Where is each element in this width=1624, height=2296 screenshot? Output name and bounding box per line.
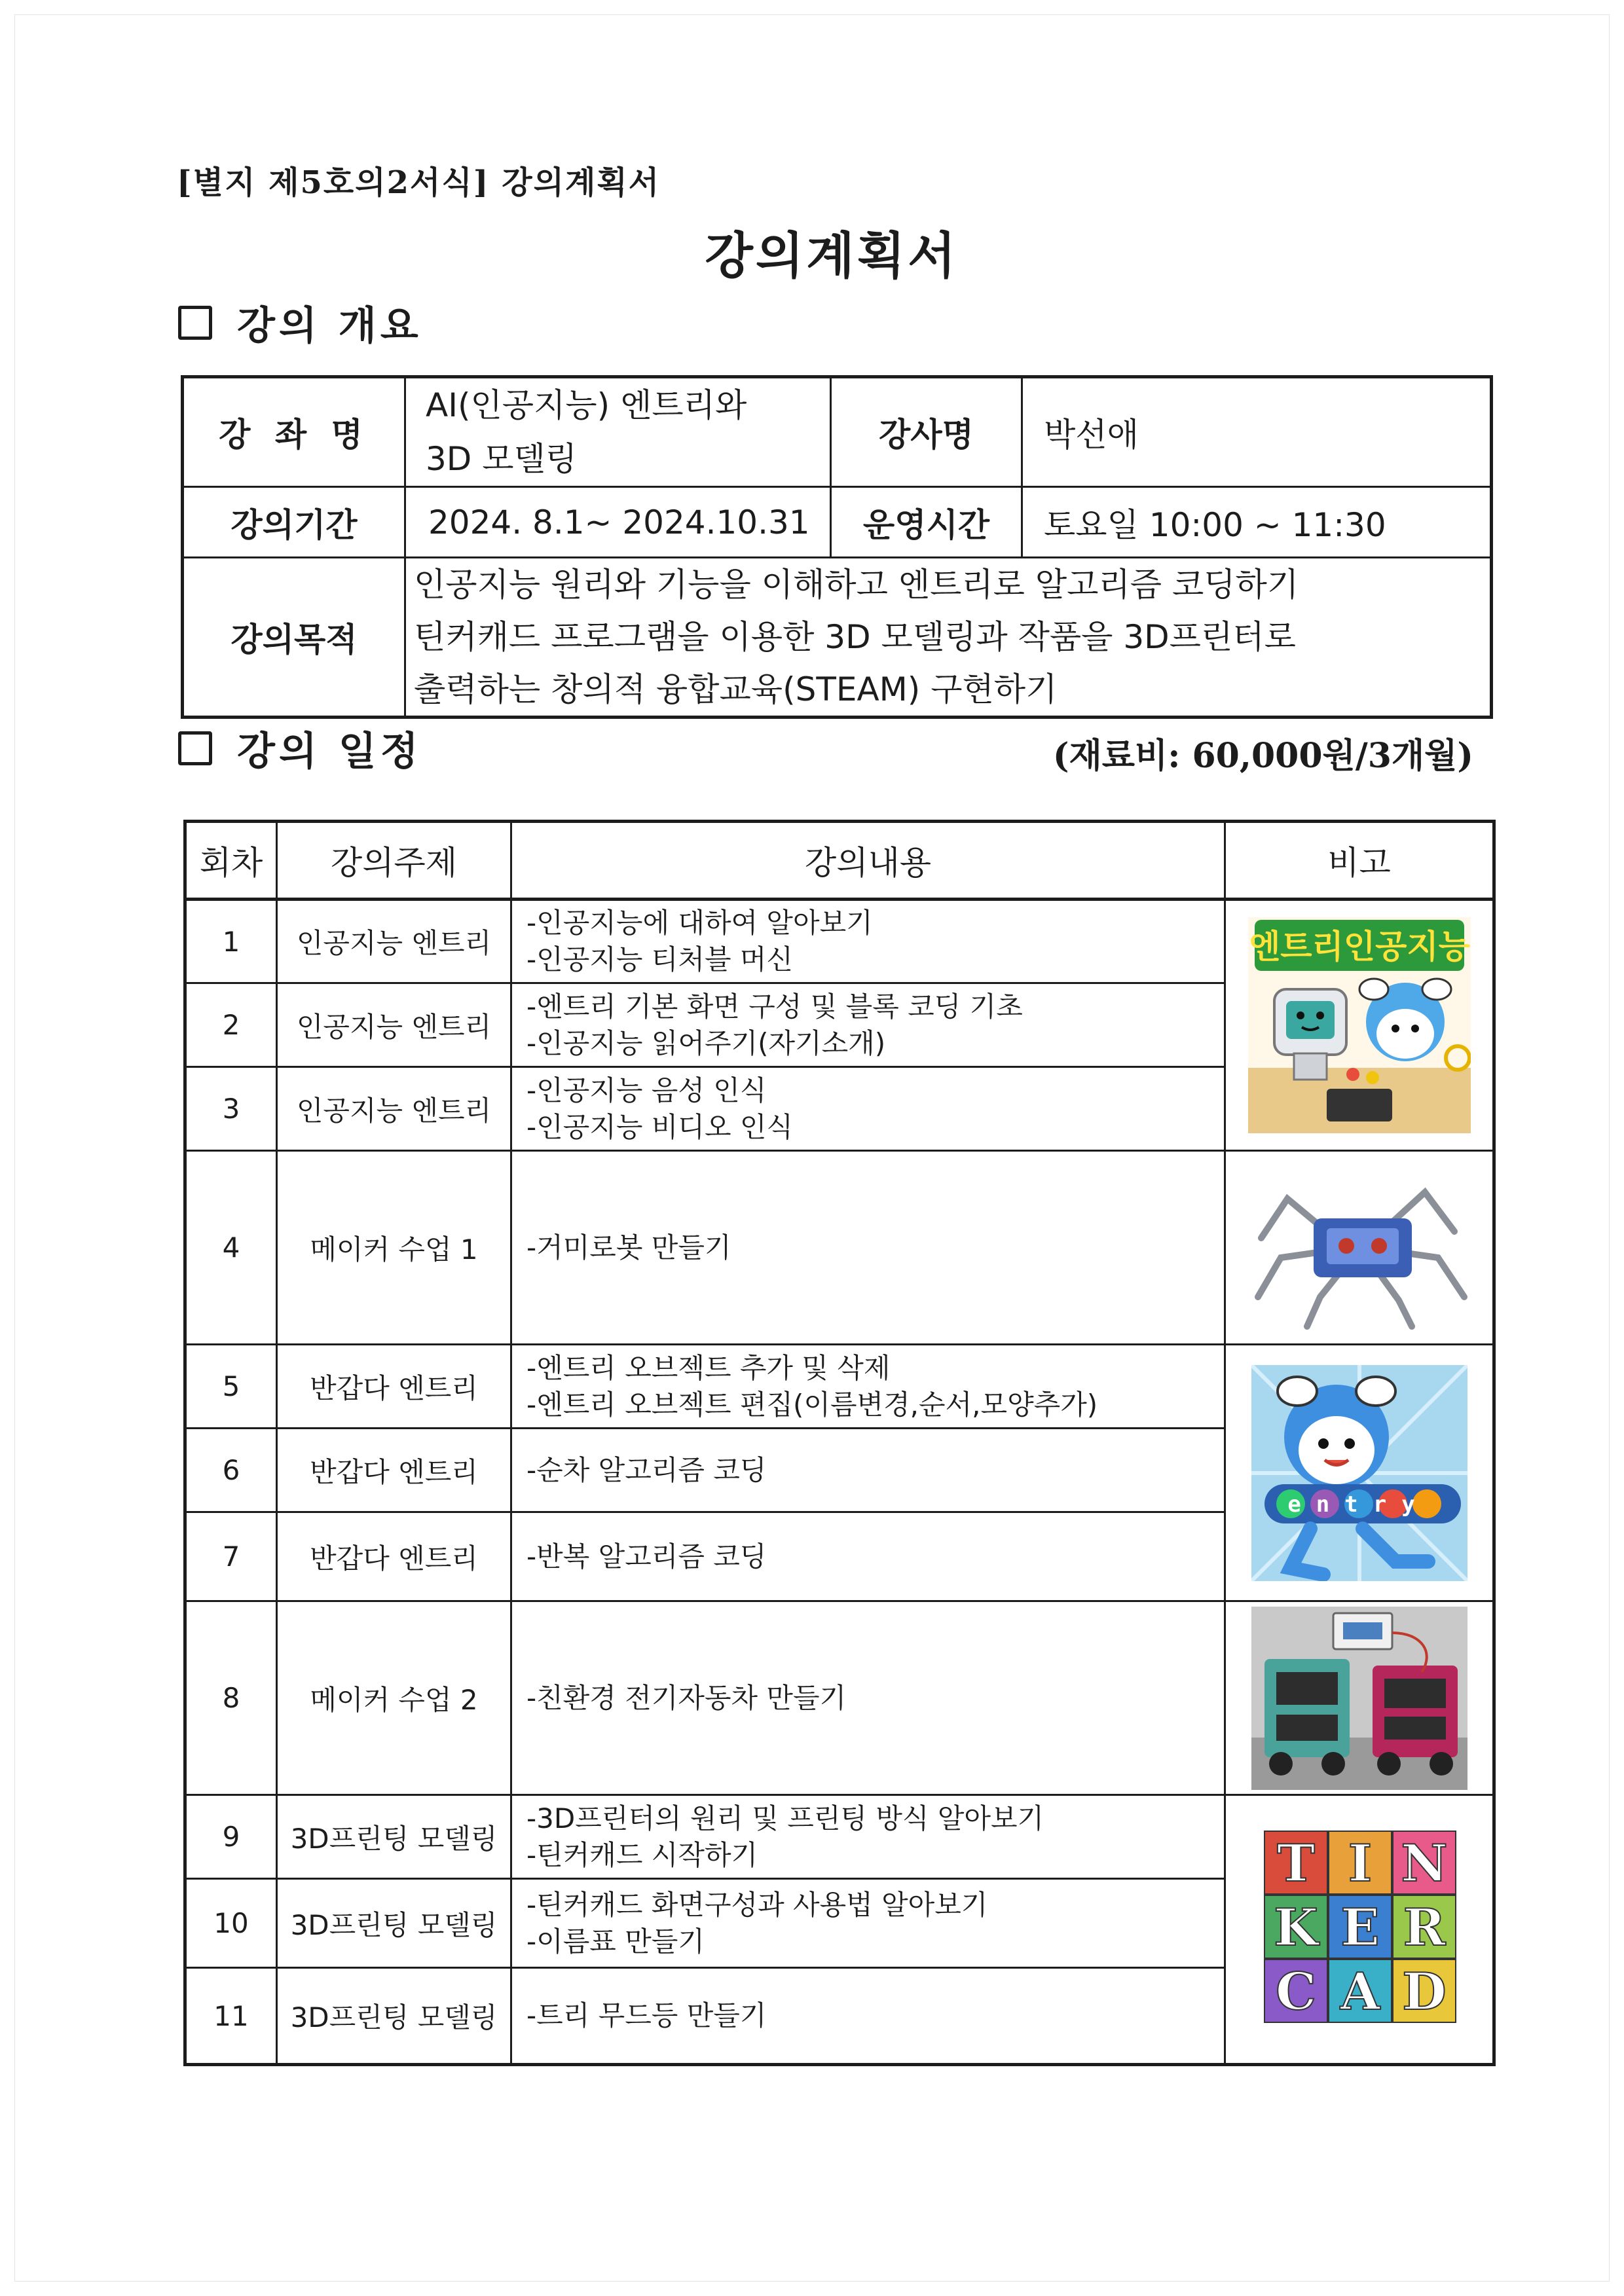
tinkercad-letter: K	[1273, 1898, 1318, 1958]
row-topic: 인공지능 엔트리	[277, 900, 511, 983]
table-row	[185, 1795, 1494, 1879]
row-topic: 반갑다 엔트리	[277, 1429, 511, 1512]
row-content	[511, 900, 1225, 983]
content-line: -엔트리 오브젝트 추가 및 삭제	[526, 1351, 891, 1384]
schedule-header-row	[185, 822, 1494, 900]
course-name-label: 강 좌 명	[183, 377, 405, 487]
row-num: 11	[185, 1968, 277, 2065]
content-line: -순차 알고리즘 코딩	[526, 1453, 767, 1486]
row-num: 3	[185, 1067, 277, 1151]
content-line: -엔트리 기본 화면 구성 및 블록 코딩 기초	[526, 990, 1023, 1023]
content-line: -인공지능 티처블 머신	[526, 943, 794, 975]
header-num: 회차	[185, 822, 277, 900]
row-num: 10	[185, 1879, 277, 1968]
row-num: 8	[185, 1601, 277, 1795]
row-num: 4	[185, 1151, 277, 1345]
section-schedule-title: 강의 일정	[237, 729, 422, 774]
content-line: -틴커캐드 화면구성과 사용법 알아보기	[526, 1888, 988, 1921]
spider-robot-photo	[1248, 1166, 1471, 1330]
row-content	[511, 1879, 1225, 1968]
table-row	[185, 1151, 1494, 1345]
form-label: [별지 제5호의2서식] 강의계획서	[177, 164, 661, 201]
note-spider-robot	[1225, 1151, 1494, 1345]
content-line: -인공지능 음성 인식	[526, 1074, 767, 1106]
note-entry-ai	[1225, 900, 1494, 1151]
note-tinkercad	[1225, 1795, 1494, 2065]
row-topic: 반갑다 엔트리	[277, 1512, 511, 1601]
row-topic: 메이커 수업 1	[277, 1151, 511, 1345]
content-line: -틴커캐드 시작하기	[526, 1838, 758, 1871]
content-line: -거미로봇 만들기	[526, 1231, 731, 1264]
tinkercad-letter: E	[1340, 1898, 1380, 1958]
tinkercad-letter: A	[1340, 1962, 1380, 2022]
content-line: -3D프린터의 원리 및 프린팅 방식 알아보기	[526, 1802, 1044, 1834]
row-topic: 3D프린팅 모델링	[277, 1968, 511, 2065]
table-row	[185, 1601, 1494, 1795]
entry-ai-title: 엔트리인공지능	[1248, 928, 1470, 966]
purpose-line-3: 출력하는 창의적 융합교육(STEAM) 구현하기	[414, 670, 1058, 708]
row-num: 9	[185, 1795, 277, 1879]
checkbox-icon	[178, 306, 212, 340]
tinkercad-letter: D	[1401, 1962, 1447, 2022]
row-content	[511, 1795, 1225, 1879]
table-row	[185, 900, 1494, 983]
section-overview-heading	[178, 295, 422, 351]
row-topic: 3D프린팅 모델링	[277, 1879, 511, 1968]
purpose-line-2: 틴커캐드 프로그램을 이용한 3D 모델링과 작품을 3D프린터로	[414, 618, 1296, 656]
content-line: -반복 알고리즘 코딩	[526, 1540, 767, 1573]
row-num: 5	[185, 1345, 277, 1429]
note-entry-mascot	[1225, 1345, 1494, 1601]
row-topic: 인공지능 엔트리	[277, 983, 511, 1067]
row-topic: 인공지능 엔트리	[277, 1067, 511, 1151]
checkbox-icon	[178, 731, 212, 765]
instructor-label: 강사명	[831, 377, 1022, 487]
entry-mascot-illustration	[1251, 1365, 1467, 1581]
content-line: -인공지능에 대하여 알아보기	[526, 907, 873, 939]
tinkercad-letter: R	[1403, 1898, 1445, 1958]
row-num: 7	[185, 1512, 277, 1601]
course-name-cell	[405, 377, 831, 487]
row-num: 1	[185, 900, 277, 983]
electric-car-photo	[1251, 1607, 1467, 1790]
row-content	[511, 1067, 1225, 1151]
content-line: -인공지능 읽어주기(자기소개)	[526, 1027, 886, 1059]
course-name-line2: 3D 모델링	[426, 440, 578, 478]
row-num: 6	[185, 1429, 277, 1512]
content-line: -인공지능 비디오 인식	[526, 1110, 794, 1143]
tinkercad-letter: C	[1275, 1962, 1316, 2022]
row-content	[511, 1601, 1225, 1795]
note-electric-car	[1225, 1601, 1494, 1795]
period-label: 강의기간	[183, 487, 405, 558]
tinkercad-letter: I	[1348, 1834, 1372, 1893]
row-content	[511, 983, 1225, 1067]
content-line: -엔트리 오브젝트 편집(이름변경,순서,모양추가)	[526, 1388, 1098, 1421]
row-num: 2	[185, 983, 277, 1067]
header-note: 비고	[1225, 822, 1494, 900]
purpose-cell	[405, 558, 1492, 718]
overview-table	[181, 375, 1493, 719]
course-name-line1: AI(인공지능) 엔트리와	[426, 386, 747, 424]
header-content: 강의내용	[511, 822, 1225, 900]
row-content	[511, 1345, 1225, 1429]
entry-word: entry	[1287, 1491, 1430, 1518]
hours-label: 운영시간	[831, 487, 1022, 558]
row-content	[511, 1429, 1225, 1512]
material-fee: (재료비: 60,000원/3개월)	[1052, 736, 1473, 776]
entry-ai-illustration	[1248, 917, 1471, 1133]
table-row	[185, 1345, 1494, 1429]
content-line: -친환경 전기자동차 만들기	[526, 1681, 847, 1714]
row-topic: 반갑다 엔트리	[277, 1345, 511, 1429]
schedule-table	[183, 820, 1496, 2066]
row-topic: 메이커 수업 2	[277, 1601, 511, 1795]
content-line: -이름표 만들기	[526, 1925, 705, 1958]
document-title: 강의계획서	[705, 227, 959, 285]
tinkercad-letter: T	[1276, 1834, 1315, 1893]
tinkercad-letter: N	[1400, 1834, 1448, 1893]
hours-value: 토요일 10:00 ~ 11:30	[1022, 487, 1492, 558]
period-value: 2024. 8.1~ 2024.10.31	[405, 487, 831, 558]
section-overview-title: 강의 개요	[237, 303, 422, 349]
instructor-name: 박선애	[1022, 377, 1492, 487]
section-schedule-heading	[178, 720, 422, 776]
content-line: -트리 무드등 만들기	[526, 1999, 767, 2032]
tinkercad-blocks-image	[1255, 1825, 1464, 2034]
row-content	[511, 1151, 1225, 1345]
row-topic: 3D프린팅 모델링	[277, 1795, 511, 1879]
purpose-line-1: 인공지능 원리와 기능을 이해하고 엔트리로 알고리즘 코딩하기	[414, 566, 1299, 604]
row-content	[511, 1968, 1225, 2065]
header-topic: 강의주제	[277, 822, 511, 900]
row-content	[511, 1512, 1225, 1601]
purpose-label: 강의목적	[183, 558, 405, 718]
